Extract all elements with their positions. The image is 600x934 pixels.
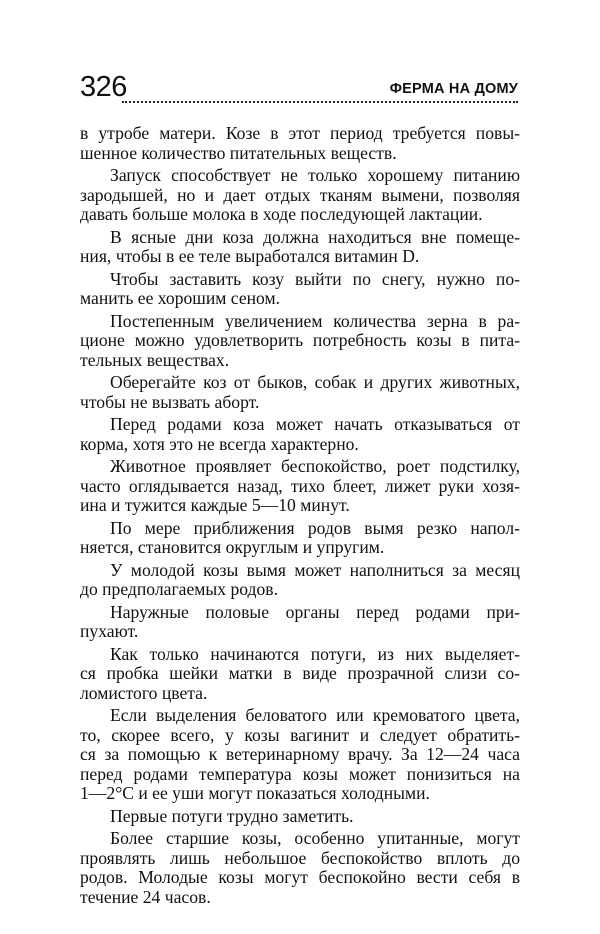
text-line: течение 24 часов. (80, 886, 211, 907)
text-line: в утробе матери. Козе в этот период требуется повы- (80, 123, 520, 143)
text-line: 1—2°С и ее уши могут показаться холодными. (80, 783, 430, 803)
text-line: Запуск способствует не только хорошему питанию (110, 165, 520, 185)
text-line: Более старшие козы, особенно упитанные, могут (110, 828, 520, 848)
text-line: По мере приближения родов вымя резко напол- (110, 517, 520, 538)
text-line: У молодой козы вымя может наполниться за месяц (110, 559, 520, 580)
paragraph (80, 166, 520, 225)
text-line: ся пробка шейки матки в виде прозрачной слизи со- (80, 663, 520, 683)
text-line: до предполагаемых родов. (80, 579, 278, 599)
running-head: ФЕРМА НА ДОМУ (389, 81, 518, 97)
paragraph (80, 124, 520, 163)
text-line: Наружные половые органы перед родами при- (110, 601, 520, 622)
paragraph (80, 270, 520, 309)
text-line: ся за помощью к ветеринарному врачу. За 12—24 часа (80, 744, 520, 764)
paragraph (80, 519, 520, 558)
text-line: ционе можно удовлетворить потребность козы в пита- (80, 330, 520, 350)
text-line: то, скорее всего, у козы вагинит и следует обратить- (80, 724, 520, 745)
text-line: часто оглядывается назад, тихо блеет, лижет руки хозя- (80, 475, 520, 496)
paragraph (80, 603, 520, 642)
header-rule (122, 101, 518, 103)
text-line: В ясные дни коза должна находиться вне помеще- (110, 226, 520, 247)
text-line: шенное количество питательных веществ. (80, 142, 397, 163)
body-text (80, 124, 520, 910)
paragraph (80, 415, 520, 454)
text-line: родов. Молодые козы могут беспокойно вести себя в (80, 867, 520, 887)
text-line: Оберегайте коз от быков, собак и других животных, (110, 372, 520, 392)
text-line: тельных веществах. (80, 349, 230, 370)
text-line: манить ее хорошим сеном. (80, 288, 281, 308)
text-line: Животное проявляет беспокойство, роет подстилку, (110, 456, 520, 476)
paragraph (80, 228, 520, 267)
paragraph (80, 706, 520, 804)
text-line: перед родами температура козы может понизиться на (80, 763, 520, 784)
text-line: ломистого цвета. (80, 682, 208, 703)
text-line: Первые потуги трудно заметить. (110, 805, 354, 826)
text-line: Как только начинаются потуги, из них выделяет- (110, 643, 520, 664)
text-line: зародышей, но и дает отдых тканям вымени, позволяя (80, 184, 520, 205)
paragraph (80, 645, 520, 704)
text-line: Постепенным увеличением количества зерна в ра- (110, 310, 520, 331)
page-number: 326 (80, 71, 127, 103)
text-line: Если выделения беловатого или кремоватого цвета, (110, 705, 520, 725)
paragraph (80, 561, 520, 600)
text-line: няется, становится округлым и упругим. (80, 537, 385, 557)
text-line: Перед родами коза может начать отказываться от (110, 414, 520, 434)
paragraph (80, 373, 520, 412)
text-line: проявлять лишь небольшое беспокойство вплоть до (80, 847, 520, 868)
text-line: чтобы не вызвать аборт. (80, 391, 260, 412)
text-line: пухают. (80, 621, 139, 641)
text-line: корма, хотя это не всегда характерно. (80, 433, 359, 454)
text-line: ния, чтобы в ее теле выработался витамин D. (80, 246, 420, 266)
text-line: давать больше молока в ходе последующей лактации. (80, 204, 483, 224)
paragraph (80, 829, 520, 907)
text-line: Чтобы заставить козу выйти по снегу, нужно по- (110, 268, 520, 289)
paragraph (80, 807, 520, 827)
text-line: ина и тужится каждые 5—10 минут. (80, 495, 350, 515)
paragraph (80, 457, 520, 516)
paragraph (80, 312, 520, 371)
